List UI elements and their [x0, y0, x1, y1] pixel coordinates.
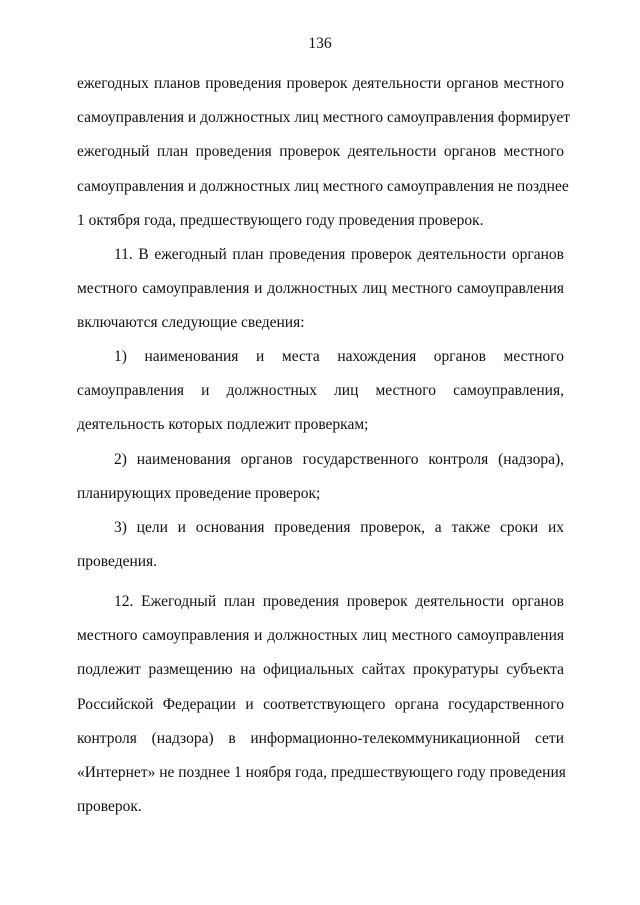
text-line: деятельность которых подлежит проверкам;	[77, 416, 369, 434]
text-line: местного самоуправления и должностных лиц местного самоуправления	[77, 627, 564, 645]
text-line: проведения.	[77, 553, 158, 571]
text-line: самоуправления и должностных лиц местного самоуправления формирует	[77, 109, 571, 127]
text-line: ежегодный план проведения проверок деятельности органов местного	[77, 143, 564, 161]
text-line: самоуправления и должностных лиц местного самоуправления,	[77, 382, 564, 400]
text-line: включаются следующие сведения:	[77, 314, 305, 332]
text-line: «Интернет» не позднее 1 ноября года, предшествующего году проведения	[77, 763, 566, 781]
text-line: Российской Федерации и соответствующего органа государственного	[77, 695, 564, 713]
list-item-3	[77, 511, 564, 579]
page-number: 136	[308, 35, 332, 52]
text-line: подлежит размещению на официальных сайтах прокуратуры субъекта	[77, 661, 564, 679]
text-line: ежегодных планов проведения проверок деятельности органов местного	[77, 75, 564, 92]
text-line: 3) цели и основания проведения проверок, а также сроки их	[114, 519, 564, 536]
text-line: планирующих проведение проверок;	[77, 485, 321, 503]
text-line: 1) наименования и места нахождения органов местного	[114, 348, 564, 365]
text-line: 1 октября года, предшествующего году проведения проверок.	[77, 211, 484, 229]
list-item-1	[77, 340, 564, 443]
text-line: 2) наименования органов государственного контроля (надзора),	[114, 451, 564, 468]
paragraph-continuation	[77, 67, 571, 238]
paragraph-item-11	[77, 238, 564, 341]
list-item-2	[77, 443, 564, 511]
text-line: 11. В ежегодный план проведения проверок деятельности органов	[114, 246, 564, 263]
text-line: самоуправления и должностных лиц местного самоуправления не позднее	[77, 177, 569, 195]
text-line: проверок.	[77, 798, 142, 816]
text-line: 12. Ежегодный план проведения проверок деятельности органов	[114, 593, 564, 610]
text-line: контроля (надзора) в информационно-телекоммуникационной сети	[77, 729, 564, 747]
text-line: местного самоуправления и должностных лиц местного самоуправления	[77, 280, 564, 298]
paragraph-item-12	[77, 585, 564, 824]
